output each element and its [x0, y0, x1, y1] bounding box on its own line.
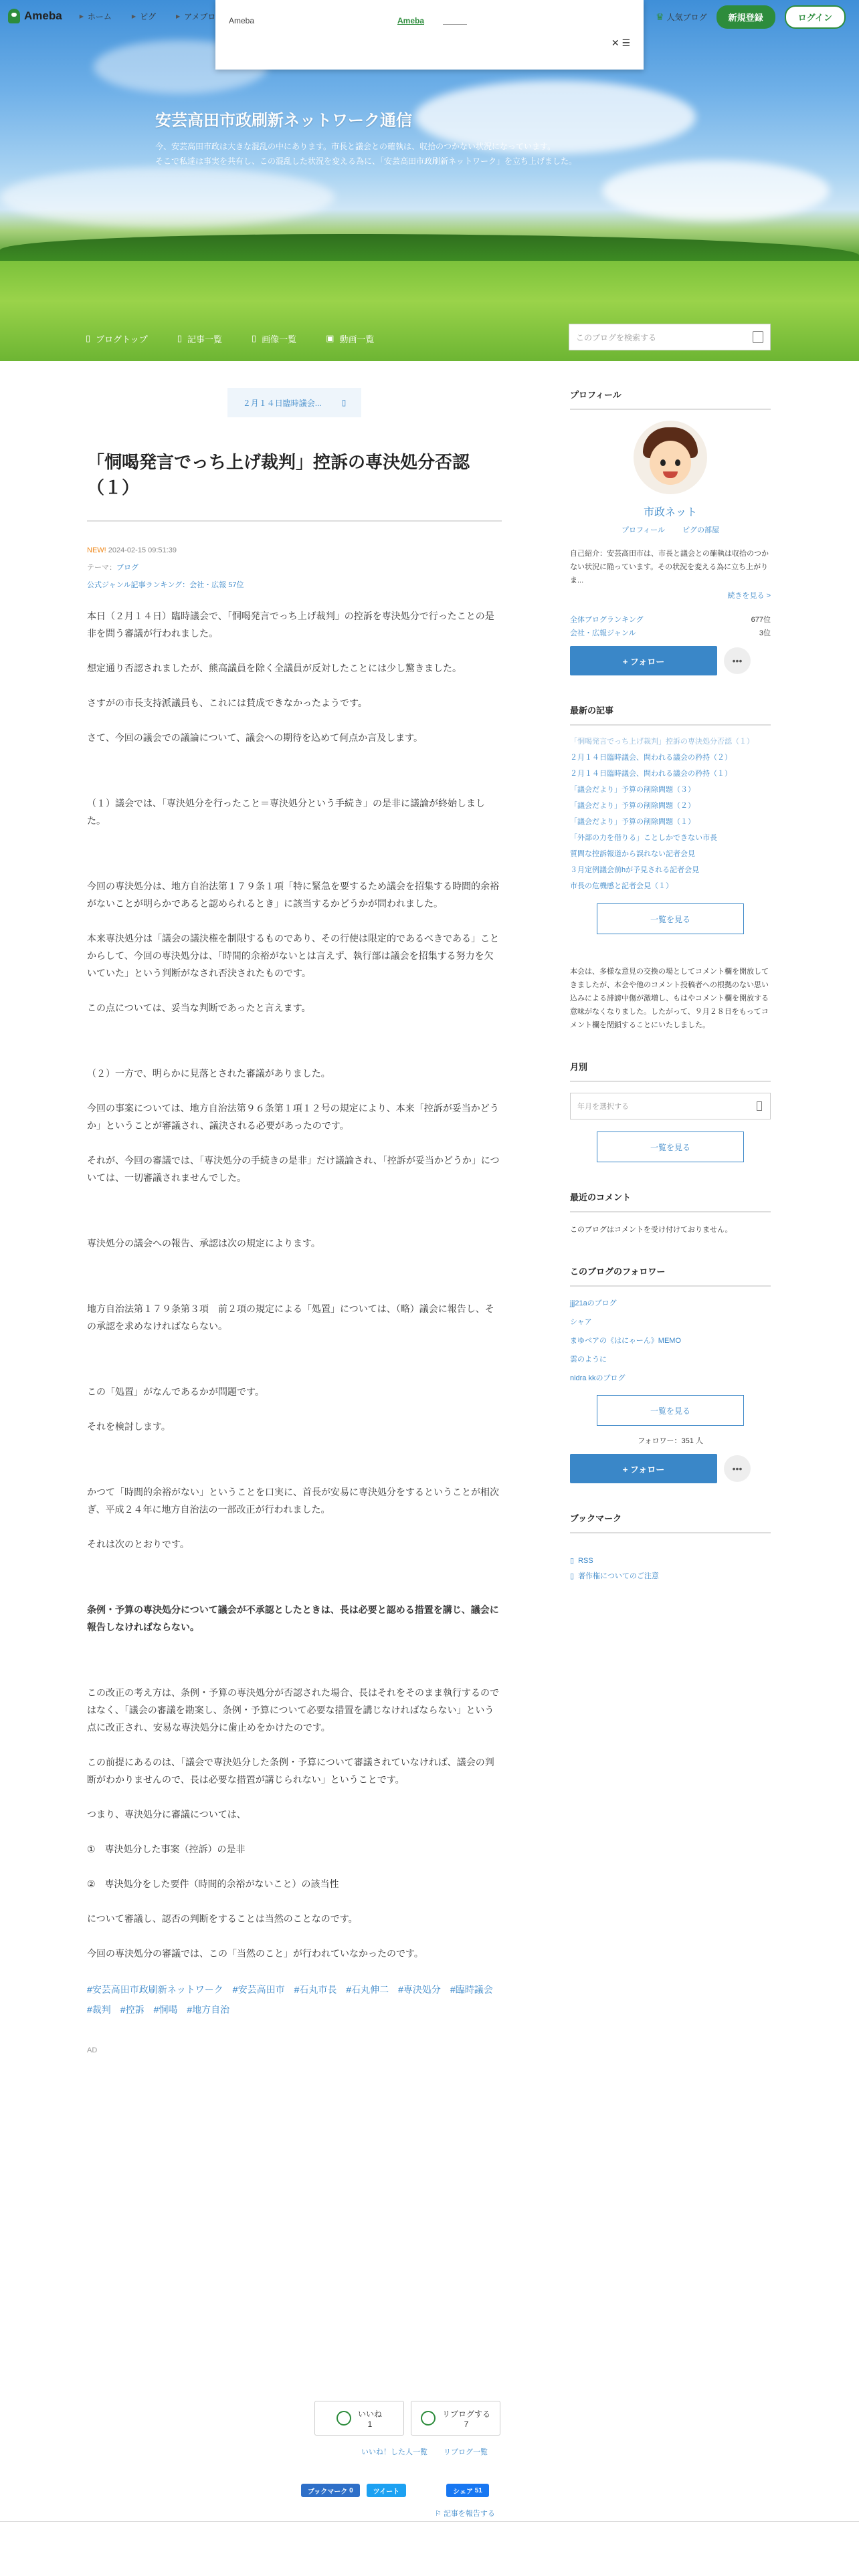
reblog-button[interactable] [411, 2401, 500, 2436]
monthly-archive [570, 1060, 771, 1162]
followers-count: フォロワー：351 人 [638, 1437, 703, 1445]
nav-label: ピグ [140, 11, 157, 21]
share-label: ブックマーク [308, 2488, 348, 2496]
bookmark-heading: ブックマーク [570, 1511, 771, 1533]
like-label: いいね [357, 2409, 382, 2419]
liked-by-link[interactable]: いいね！した人一覧 [361, 2448, 427, 2456]
spacer [87, 847, 502, 877]
read-more-link[interactable]: 続きを見る > [727, 592, 771, 600]
chevron-right-icon: ▶ [176, 13, 181, 19]
article-paragraph: 想定通り否認されましたが、熊高議員を除く全議員が反対したことには少し驚きました。 [87, 663, 462, 673]
bookmark-label: 著作権についてのご注意 [578, 1572, 659, 1580]
article-paragraph: （２）一方で、明らかに見落とされた審議がありました。 [87, 1068, 330, 1079]
article-body [87, 607, 502, 1962]
followers-section [570, 1265, 771, 1483]
flag-icon: ⚐ [435, 2510, 442, 2518]
search-icon[interactable] [753, 331, 763, 343]
dropdown-icon [757, 1101, 762, 1111]
video-icon: ▣ [326, 333, 335, 343]
login-button[interactable]: ログイン [785, 5, 846, 29]
follower-item[interactable]: シャア [570, 1318, 592, 1326]
article-paragraph: かつて「時間的余裕がない」ということを口実に、首長が安易に専決処分をするということが相次ぎ、平成２４年に地方自治法の一部改正が行われました。 [87, 1487, 499, 1515]
reblog-icon [421, 2411, 436, 2426]
rss-link[interactable] [570, 1556, 771, 1565]
recent-heading: 最新の記事 [570, 704, 771, 726]
ameba-logo-text: Ameba [24, 9, 62, 22]
ranking-label[interactable]: 公式ジャンル記事ランキング： [87, 581, 190, 589]
recent-item[interactable]: 「議会だより」予算の削除問題（２） [570, 802, 695, 810]
article-paragraph: それを検討します。 [87, 1421, 171, 1432]
spacer [87, 1204, 502, 1235]
facebook-share-button[interactable] [446, 2484, 489, 2497]
follow-row [570, 646, 771, 675]
chevron-right-icon: ▶ [79, 13, 84, 19]
recent-entries [570, 704, 771, 934]
article-paragraph: つまり、専決処分に審議については、 [87, 1809, 246, 1820]
close-icon[interactable]: ✕ ☰ [611, 37, 630, 48]
breadcrumb-label: ２月１４日臨時議会... [242, 398, 322, 408]
article [87, 388, 502, 2054]
article-paragraph: この前提にあるのは、「議会で専決処分した条例・予算について審議されていなければ、議会の判断がわかりませんので、長は必要な措置が講じられない」ということです。 [87, 1757, 494, 1785]
cloud-decoration [602, 160, 830, 221]
next-icon: ▯ [341, 398, 347, 407]
nav-blog-top[interactable] [86, 332, 148, 345]
article-paragraph: 今回の専決処分の審議では、この「当然のこと」が行われていなかったのです。 [87, 1948, 423, 1959]
article-paragraph: 本日（２月１４日）臨時議会で、「恫喝発言でっち上げ裁判」の控訴を専決処分で行ったことの是非を問う審議が行われました。 [87, 611, 494, 639]
spacer [87, 1570, 502, 1601]
avatar-eye [675, 459, 680, 466]
month-list-button[interactable]: 一覧を見る [597, 1132, 744, 1162]
popup-link[interactable]: Ameba [397, 16, 425, 25]
list-icon: ▯ [177, 333, 182, 343]
article-paragraph: さて、今回の議会での議論について、議会への期待を込めて何点か言及します。 [87, 732, 423, 743]
popular-label: 人気ブログ [666, 13, 707, 22]
follow-row-bottom [570, 1454, 771, 1483]
followers-list-button[interactable]: 一覧を見る [597, 1395, 744, 1426]
recent-item[interactable]: ３月定例議会前hが予見される記者会見 [570, 866, 700, 874]
recent-item[interactable]: ２月１４日臨時議会、問われる議会の矜持（１） [570, 770, 732, 778]
crown-icon: ♛ [656, 11, 664, 22]
nav-video-list[interactable] [326, 332, 374, 345]
avatar-eye [660, 459, 666, 466]
chevron-right-icon: ▶ [131, 13, 136, 19]
info-icon: ▯ [570, 1572, 575, 1580]
comments-heading: 最近のコメント [570, 1190, 771, 1212]
blog-description [155, 139, 677, 169]
profile-intro: 自己紹介：安芸高田市は、市長と議会との確執は収拾のつかない状況に陥っています。その状況を変える為に立ち上がりま... [570, 550, 769, 584]
report-label: 記事を報告する [443, 2510, 495, 2518]
follower-item[interactable]: nidra kkのブログ [570, 1374, 626, 1382]
article-action-links [361, 2446, 488, 2457]
genre-rank: 3位 [759, 629, 771, 637]
comments-text: このブログはコメントを受け付けておりません。 [570, 1226, 733, 1234]
tweet-button[interactable] [367, 2484, 407, 2497]
spacer [87, 1653, 502, 1684]
nav-label: ホーム [87, 11, 112, 21]
article-paragraph: この改正の考え方は、条例・予算の専決処分が否認された場合、長はそれをそのまま執行するのではなく、「議会の審議を勘案し、条例・予算について必要な措置を講じなければならない」という点に改正され、安易な専決処分に歯止めをかけたのです。 [87, 1687, 499, 1733]
spacer [87, 764, 502, 794]
blog-nav-items [86, 332, 374, 345]
follower-item[interactable]: まゆベアの《はにゃーん》MEMO [570, 1337, 681, 1345]
recent-item[interactable]: 「恫喝発言でっち上げ裁判」控訴の専決処分否認（１） [570, 738, 754, 746]
follow-button[interactable]: + フォロー [570, 646, 717, 675]
blog-description-line: 今、安芸高田市政は大きな混乱の中にあります。市長と議会との確執は、収拾のつかない状況になっています。 [155, 142, 556, 151]
reblog-count: 7 [464, 2419, 469, 2429]
home-icon: ▯ [86, 333, 91, 343]
blog-description-line: そこで私達は事実を共有し、この混乱した状況を変える為に、「安芸高田市政刷新ネットワーク」を立ち上げました。 [155, 156, 577, 166]
theme-link[interactable]: ブログ [116, 564, 138, 572]
follower-item[interactable]: 雲のように [570, 1356, 607, 1364]
copyright-link[interactable] [570, 1570, 771, 1581]
article-paragraph: 今回の専決処分は、地方自治法第１７９条１項「特に緊急を要するため議会を招集する時間的余裕がないことが明らかであると認められるとき」に該当するかどうかが問われました。 [87, 881, 499, 909]
share-count: 51 [474, 2486, 482, 2494]
pigg-room-link[interactable]: ピグの部屋 [682, 526, 719, 534]
ameba-logo-icon [8, 9, 20, 23]
blog-search-input[interactable] [569, 324, 771, 350]
register-button[interactable]: 新規登録 [717, 5, 775, 29]
recent-item[interactable]: 「外部の力を借りる」ことしかできない市長 [570, 834, 717, 842]
article-paragraph: （１）議会では、「専決処分を行ったこと＝専決処分という手続き」の是非に議論が終始しました。 [87, 798, 485, 826]
article-paragraph: 専決処分の議会への報告、承認は次の規定によります。 [87, 1238, 320, 1249]
nav-label: アメブロ [184, 11, 216, 21]
article-paragraph: この「処置」がなんであるかが問題です。 [87, 1386, 264, 1397]
ad-label: AD [87, 2046, 98, 2054]
nav-ameblo[interactable] [176, 11, 215, 22]
hatena-bookmark-button[interactable] [301, 2484, 360, 2497]
ranking-genre[interactable]: 会社・広報 [189, 581, 227, 589]
nav-label: 記事一覧 [187, 334, 222, 344]
article-paragraph: 今回の事案については、地方自治法第９６条第１項１２号の規定により、本来「控訴が妥当かどうか」ということが審議され、議決される必要があったのです。 [87, 1103, 499, 1131]
article-paragraph: それが、今回の審議では、「専決処分の手続きの是非」だけ議論され、「控訴が妥当かどうか」については、一切審議されませんでした。 [87, 1155, 500, 1183]
more-options-icon[interactable]: ••• [724, 647, 751, 674]
cloud-decoration [0, 167, 335, 227]
profile-heading: プロフィール [570, 388, 771, 410]
nav-image-list[interactable] [252, 332, 296, 345]
article-paragraph: ② 専決処分をした要件（時間的余裕がないこと）の該当性 [87, 1879, 339, 1889]
theme-label: テーマ： [87, 564, 116, 572]
like-button[interactable] [314, 2401, 404, 2436]
genre-ranking-link[interactable]: 会社・広報ジャンル [570, 629, 636, 637]
report-link[interactable] [435, 2508, 495, 2518]
recent-item[interactable]: ２月１４日臨時議会、問われる議会の矜持（２） [570, 754, 732, 762]
spacer [87, 1453, 502, 1483]
article-paragraph: について審議し、認否の判断をすることは当然のことなのです。 [87, 1913, 358, 1924]
ranking-box [570, 614, 771, 638]
popular-blogs-link[interactable] [656, 11, 707, 23]
article-date: 2024-02-15 09:51:39 [108, 546, 177, 554]
recent-item[interactable]: 「議会だより」予算の削除問題（３） [570, 786, 695, 794]
article-paragraph: それは次のとおりです。 [87, 1539, 189, 1549]
reblog-list-link[interactable]: リブログ一覧 [444, 2448, 488, 2456]
nav-label: 画像一覧 [262, 334, 297, 344]
bookmark-list [570, 1556, 771, 1581]
ameba-logo[interactable] [8, 9, 62, 23]
article-meta [87, 542, 502, 594]
notification-popup [215, 0, 644, 70]
article-paragraph: さすがの市長支持派議員も、これには賛成できなかったようです。 [87, 697, 367, 708]
nav-home[interactable] [80, 11, 112, 22]
month-select[interactable] [570, 1093, 771, 1119]
article-paragraph-bold: 条例・予算の専決処分について議会が不承認としたときは、長は必要と認める措置を講じ、議会に報告しなければならない。 [87, 1604, 499, 1632]
smile-icon [337, 2411, 351, 2426]
hashtag-list[interactable]: #安芸高田市政刷新ネットワーク #安芸高田市 #石丸市長 #石丸伸二 #専決処分 #臨時議会 #裁判 #控訴 #恫喝 #地方自治 [87, 1984, 502, 2015]
article-actions [314, 2401, 500, 2436]
image-icon: ▯ [251, 333, 257, 343]
nav-label: 動画一覧 [339, 334, 375, 344]
divider [0, 2521, 859, 2522]
blog-title[interactable]: 安芸高田市政刷新ネットワーク通信 [155, 112, 412, 130]
comment-policy-note: 本会は、多様な意見の交換の場としてコメント欄を開放してきましたが、本会や他のコメント投稿者への根拠のない思い込みによる誹謗中傷が激増し、もはやコメント欄を開放する意味がなくなりました。したがって、９月２８日をもってコメント欄を閉鎖することにいたしました。 [570, 968, 769, 1029]
bookmark-label: RSS [578, 1556, 593, 1565]
article-paragraph: この点については、妥当な判断であったと言えます。 [87, 1002, 311, 1013]
popup-divider [443, 24, 467, 25]
header-actions [656, 5, 846, 29]
recent-item[interactable]: 「議会だより」予算の削除問題（１） [570, 818, 695, 826]
reblog-label: リブログする [442, 2409, 490, 2419]
follower-item[interactable]: jjj21aのブログ [570, 1299, 617, 1307]
sidebar [570, 388, 771, 1586]
article-paragraph: ① 専決処分した事案（控訴）の是非 [87, 1844, 246, 1854]
profile-links [570, 524, 771, 535]
spacer [87, 1352, 502, 1383]
popup-title: Ameba [229, 16, 255, 25]
article-paragraph: 本来専決処分は「議会の議決権を制限するものであり、その行使は限定的であるべきである」ことからして、今回の専決処分は、「時間的余裕がないとは言えず、執行部は議会を招集する努力を欠いていた」という判断がなされ否決されたものです。 [87, 933, 499, 978]
spacer [87, 1034, 502, 1065]
breadcrumb[interactable] [227, 388, 361, 417]
recent-item[interactable]: 質問な控訴報道から誤れない記者会見 [570, 850, 695, 858]
recent-item[interactable]: 市長の危機感と記者会見（１） [570, 882, 673, 890]
nav-pigg[interactable] [132, 11, 156, 22]
profile-link[interactable]: プロフィール [622, 526, 665, 534]
overall-ranking-link[interactable]: 全体ブログランキング [570, 616, 644, 624]
share-label: シェア [453, 2488, 473, 2496]
global-nav [80, 11, 216, 22]
ranking-position[interactable]: 57位 [228, 581, 244, 589]
rss-icon: ▯ [570, 1557, 575, 1565]
profile-name[interactable]: 市政ネット [643, 507, 697, 518]
nav-entry-list[interactable] [177, 332, 222, 345]
treeline-decoration [0, 234, 859, 261]
more-options-icon[interactable]: ••• [724, 1455, 751, 1482]
like-count: 1 [367, 2419, 373, 2429]
avatar-face [650, 441, 691, 485]
overall-rank: 677位 [751, 616, 771, 624]
recent-comments [570, 1190, 771, 1237]
bookmark-section [570, 1511, 771, 1581]
article-title: 「恫喝発言でっち上げ裁判」控訴の専決処分否認（１） [87, 449, 502, 522]
followers-list [570, 1297, 771, 1383]
search-placeholder: このブログを検索する [576, 332, 657, 342]
followers-heading: このブログのフォロワー [570, 1265, 771, 1287]
recent-list-button[interactable]: 一覧を見る [597, 903, 744, 934]
avatar[interactable] [634, 421, 707, 494]
new-badge: NEW! [87, 546, 106, 554]
share-buttons [301, 2484, 489, 2497]
month-placeholder: 年月を選択する [577, 1103, 629, 1111]
share-count: 0 [349, 2486, 353, 2494]
spacer [87, 1269, 502, 1300]
article-paragraph: 地方自治法第１７９条第３項 前２項の規定による「処置」については、（略）議会に報告し、その承認を求めなければならない。 [87, 1303, 494, 1331]
follow-button[interactable]: + フォロー [570, 1454, 717, 1483]
month-heading: 月別 [570, 1060, 771, 1082]
recent-list [570, 736, 771, 891]
nav-label: ブログトップ [96, 334, 148, 344]
share-label: ツイート [373, 2488, 400, 2496]
